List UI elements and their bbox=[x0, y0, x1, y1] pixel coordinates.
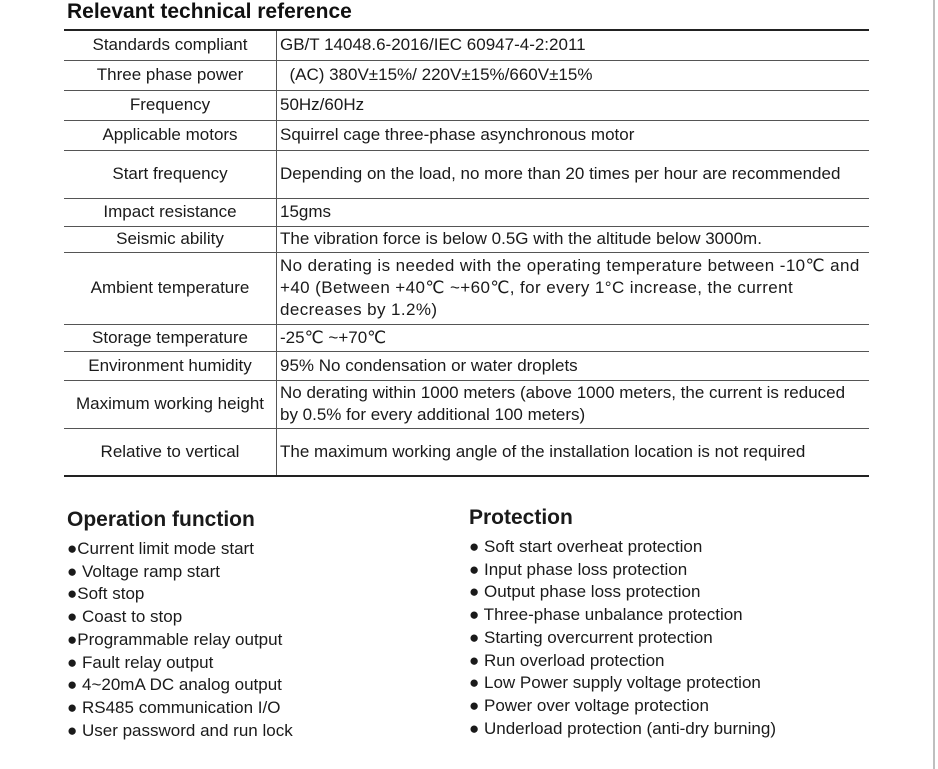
spec-key: Start frequency bbox=[64, 150, 277, 198]
list-item: ● Three-phase unbalance protection bbox=[469, 605, 743, 625]
table-row bbox=[64, 198, 869, 226]
table-row bbox=[64, 150, 869, 198]
list-item: ● Output phase loss protection bbox=[469, 582, 701, 602]
technical-reference-table bbox=[64, 29, 869, 477]
section-title-technical-reference: Relevant technical reference bbox=[67, 0, 352, 23]
list-item: ●Programmable relay output bbox=[67, 629, 283, 649]
spec-value: 15gms bbox=[277, 198, 870, 226]
operation-function-section bbox=[67, 508, 437, 742]
section-title-operation-function: Operation function bbox=[67, 508, 255, 531]
list-item: ● Voltage ramp start bbox=[67, 561, 220, 581]
list-item: ●Current limit mode start bbox=[67, 539, 254, 558]
list-item: ● Underload protection (anti-dry burning) bbox=[469, 718, 776, 738]
table-row bbox=[64, 428, 869, 476]
list-item: ● Run overload protection bbox=[469, 650, 665, 670]
table-row bbox=[64, 252, 869, 324]
table-row bbox=[64, 351, 869, 380]
spec-key: Maximum working height bbox=[64, 380, 277, 428]
spec-value: The maximum working angle of the installation location is not required bbox=[277, 428, 870, 476]
spec-value: The vibration force is below 0.5G with the altitude below 3000m. bbox=[277, 226, 870, 252]
spec-key: Frequency bbox=[64, 90, 277, 120]
list-item: ● Low Power supply voltage protection bbox=[469, 673, 761, 693]
spec-key: Applicable motors bbox=[64, 120, 277, 150]
table-row bbox=[64, 90, 869, 120]
section-title-protection: Protection bbox=[469, 506, 573, 529]
table-row bbox=[64, 226, 869, 252]
protection-section bbox=[469, 506, 889, 740]
spec-value: 95% No condensation or water droplets bbox=[277, 351, 870, 380]
spec-value: 50Hz/60Hz bbox=[277, 90, 870, 120]
list-item: ● Fault relay output bbox=[67, 652, 214, 672]
list-item: ● Starting overcurrent protection bbox=[469, 627, 713, 647]
table-row bbox=[64, 60, 869, 90]
table-row bbox=[64, 380, 869, 428]
table-row bbox=[64, 120, 869, 150]
list-item: ● Input phase loss protection bbox=[469, 559, 688, 579]
operation-function-list bbox=[67, 538, 437, 742]
page-edge-rule bbox=[933, 0, 935, 769]
list-item: ● RS485 communication I/O bbox=[67, 697, 281, 717]
spec-value: No derating is needed with the operating temperature between -10℃ and +40 (Between +40℃ ~+60℃, for every 1°C increase, the current decreases by 1.2%) bbox=[277, 252, 870, 324]
spec-key: Impact resistance bbox=[64, 198, 277, 226]
list-item: ● Power over voltage protection bbox=[469, 695, 709, 715]
spec-key: Environment humidity bbox=[64, 351, 277, 380]
spec-key: Storage temperature bbox=[64, 324, 277, 351]
spec-value: (AC) 380V±15%/ 220V±15%/660V±15% bbox=[277, 60, 870, 90]
spec-value: No derating within 1000 meters (above 1000 meters, the current is reduced by 0.5% for every additional 100 meters) bbox=[277, 380, 870, 428]
spec-key: Standards compliant bbox=[64, 30, 277, 60]
list-item: ● User password and run lock bbox=[67, 720, 293, 740]
list-item: ●Soft stop bbox=[67, 584, 145, 604]
spec-value: GB/T 14048.6-2016/IEC 60947-4-2:2011 bbox=[280, 35, 586, 55]
spec-key: Relative to vertical bbox=[64, 428, 277, 476]
spec-key: Three phase power bbox=[64, 60, 277, 90]
list-item: ● Soft start overheat protection bbox=[469, 537, 703, 556]
table-row bbox=[64, 30, 869, 60]
table-row bbox=[64, 324, 869, 351]
spec-key: Seismic ability bbox=[64, 226, 277, 252]
spec-value: Depending on the load, no more than 20 times per hour are recommended bbox=[277, 150, 870, 198]
spec-key: Ambient temperature bbox=[64, 252, 277, 324]
protection-list bbox=[469, 536, 889, 740]
list-item: ● Coast to stop bbox=[67, 607, 183, 627]
list-item: ● 4~20mA DC analog output bbox=[67, 675, 282, 695]
spec-value: Squirrel cage three-phase asynchronous motor bbox=[277, 120, 870, 150]
spec-value: -25℃ ~+70℃ bbox=[277, 324, 870, 351]
